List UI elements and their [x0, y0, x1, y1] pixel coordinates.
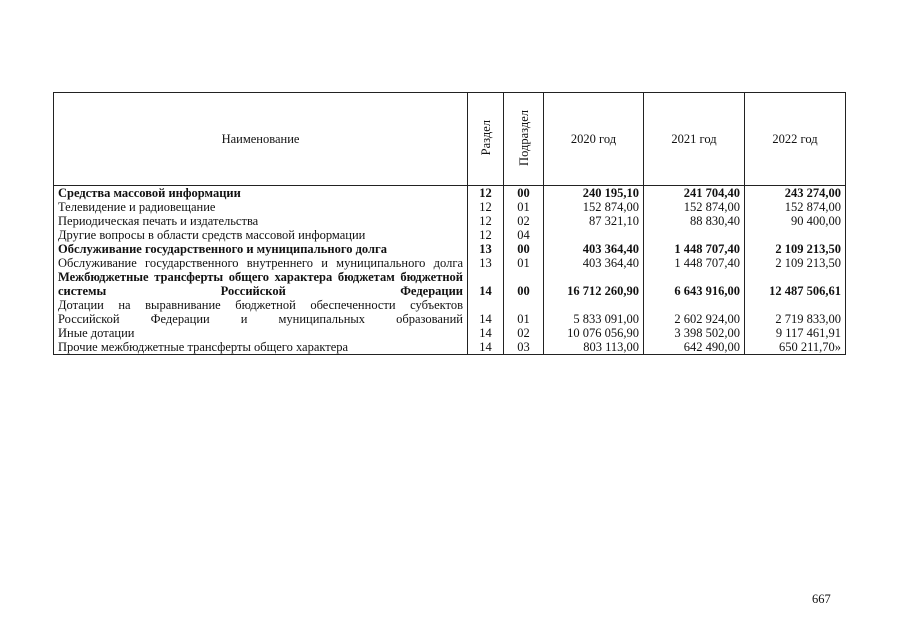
- row-section: 12: [468, 228, 504, 242]
- row-subsection: 01: [504, 298, 544, 326]
- table-row: [54, 340, 846, 355]
- row-2020: 240 195,10: [544, 186, 644, 201]
- row-subsection: 00: [504, 186, 544, 201]
- table-row: [54, 200, 846, 214]
- header-name: Наименование: [54, 93, 468, 186]
- row-subsection: 04: [504, 228, 544, 242]
- row-2020: 152 874,00: [544, 200, 644, 214]
- row-2020: 803 113,00: [544, 340, 644, 355]
- header-2020: 2020 год: [544, 93, 644, 186]
- row-subsection: 01: [504, 200, 544, 214]
- row-2021: 152 874,00: [644, 200, 745, 214]
- header-subsection: Подраздел: [504, 93, 544, 186]
- row-2021: 2 602 924,00: [644, 298, 745, 326]
- row-section: 12: [468, 186, 504, 201]
- table-row: [54, 270, 846, 298]
- page-number: 667: [812, 592, 831, 606]
- table-row: [54, 228, 846, 242]
- row-2022: 9 117 461,91: [745, 326, 846, 340]
- row-name: Телевидение и радиовещание: [54, 200, 468, 214]
- row-section: 12: [468, 200, 504, 214]
- row-2022: [745, 228, 846, 242]
- row-section: 14: [468, 340, 504, 355]
- budget-table: [53, 92, 846, 355]
- row-2021: 3 398 502,00: [644, 326, 745, 340]
- table-row: [54, 256, 846, 270]
- header-section: Раздел: [468, 93, 504, 186]
- row-name: Другие вопросы в области средств массовой информации: [54, 228, 468, 242]
- header-2021: 2021 год: [644, 93, 745, 186]
- row-subsection: 02: [504, 214, 544, 228]
- table-row: [54, 242, 846, 256]
- row-2020: [544, 228, 644, 242]
- row-subsection: 02: [504, 326, 544, 340]
- row-2020: 10 076 056,90: [544, 326, 644, 340]
- row-section: 13: [468, 256, 504, 270]
- row-name: Прочие межбюджетные трансферты общего характера: [54, 340, 468, 355]
- table-row: [54, 214, 846, 228]
- row-name: Межбюджетные трансферты общего характера бюджетам бюджетной системы Российской Федерации: [54, 270, 468, 298]
- row-2022: 152 874,00: [745, 200, 846, 214]
- table-header-row: [54, 93, 846, 186]
- row-2021: 642 490,00: [644, 340, 745, 355]
- row-2021: [644, 228, 745, 242]
- row-2022: 2 719 833,00: [745, 298, 846, 326]
- row-2021: 1 448 707,40: [644, 256, 745, 270]
- row-2021: 1 448 707,40: [644, 242, 745, 256]
- row-2022: 650 211,70»: [745, 340, 846, 355]
- row-2022: 2 109 213,50: [745, 256, 846, 270]
- row-subsection: 01: [504, 256, 544, 270]
- row-section: 14: [468, 298, 504, 326]
- row-section: 14: [468, 270, 504, 298]
- row-2020: 16 712 260,90: [544, 270, 644, 298]
- row-2021: 6 643 916,00: [644, 270, 745, 298]
- row-name: Обслуживание государственного внутреннего и муниципального долга: [54, 256, 468, 270]
- row-name: Иные дотации: [54, 326, 468, 340]
- row-name: Средства массовой информации: [54, 186, 468, 201]
- row-2020: 87 321,10: [544, 214, 644, 228]
- row-2022: 90 400,00: [745, 214, 846, 228]
- row-name: Периодическая печать и издательства: [54, 214, 468, 228]
- row-2020: 403 364,40: [544, 242, 644, 256]
- row-section: 14: [468, 326, 504, 340]
- table-row: [54, 298, 846, 326]
- row-subsection: 03: [504, 340, 544, 355]
- row-subsection: 00: [504, 270, 544, 298]
- table-row: [54, 186, 846, 201]
- table-row: [54, 326, 846, 340]
- row-name: Обслуживание государственного и муниципального долга: [54, 242, 468, 256]
- row-section: 13: [468, 242, 504, 256]
- row-2021: 88 830,40: [644, 214, 745, 228]
- row-section: 12: [468, 214, 504, 228]
- row-2021: 241 704,40: [644, 186, 745, 201]
- row-name: Дотации на выравнивание бюджетной обеспеченности субъектов Российской Федерации и муниципальных образований: [54, 298, 468, 326]
- row-2020: 5 833 091,00: [544, 298, 644, 326]
- row-2022: 12 487 506,61: [745, 270, 846, 298]
- row-2022: 2 109 213,50: [745, 242, 846, 256]
- row-2020: 403 364,40: [544, 256, 644, 270]
- header-2022: 2022 год: [745, 93, 846, 186]
- row-subsection: 00: [504, 242, 544, 256]
- row-2022: 243 274,00: [745, 186, 846, 201]
